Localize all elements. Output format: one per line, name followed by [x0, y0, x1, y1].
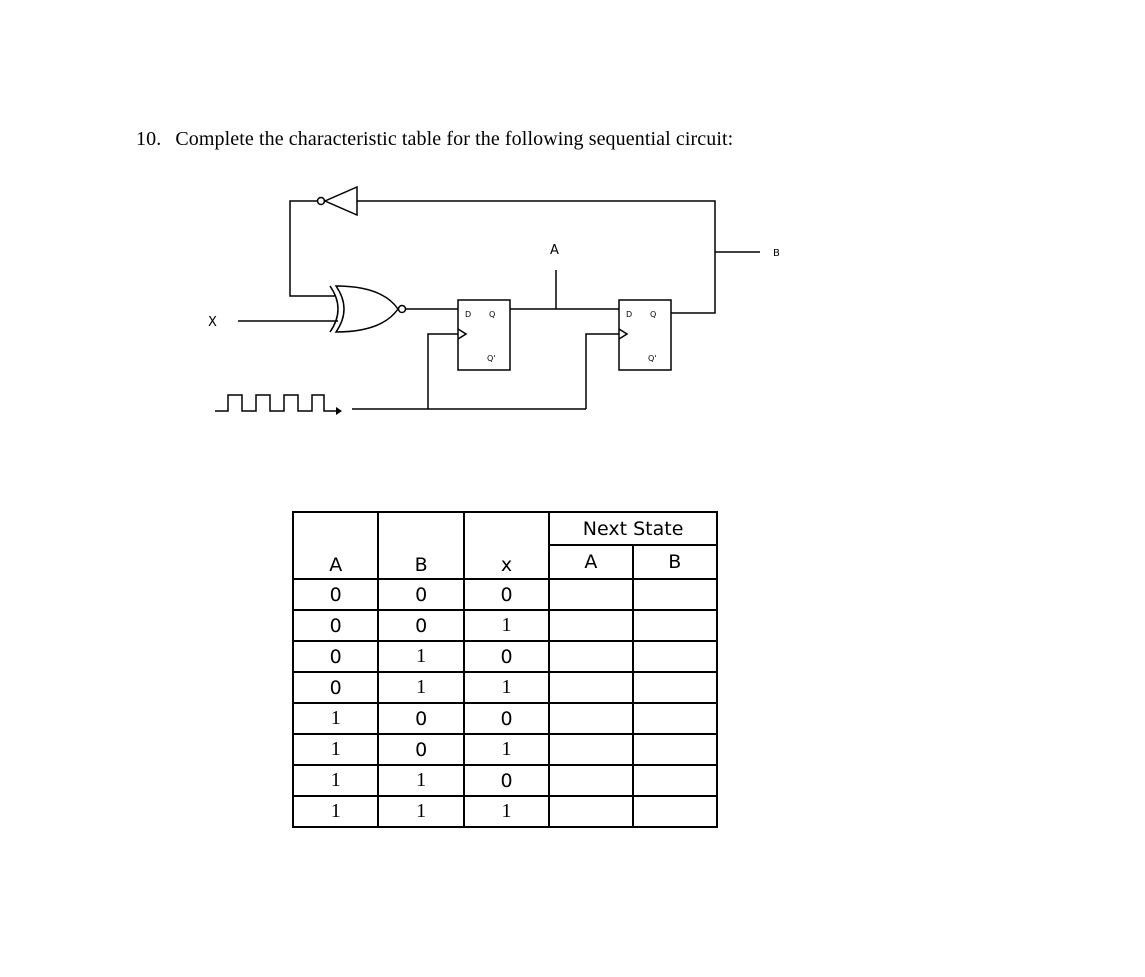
question-number: 10. — [136, 128, 162, 150]
ff1-clock-triangle — [458, 329, 466, 339]
table-row — [293, 796, 717, 827]
xnor-input-arc — [330, 286, 338, 332]
cell-next-b[interactable] — [633, 765, 717, 796]
cell-a: 1 — [293, 703, 378, 734]
cell-b: 1 — [378, 765, 463, 796]
header-spacer-b — [378, 512, 463, 545]
feedback-wire — [357, 201, 715, 252]
node-a-label: A — [550, 243, 559, 258]
ff2-q-label: Q — [650, 310, 657, 319]
inverter-gate — [325, 187, 357, 215]
clock-arrowhead — [336, 407, 342, 415]
cell-b: 0 — [378, 734, 463, 765]
table-row — [293, 610, 717, 641]
cell-next-a[interactable] — [549, 579, 632, 610]
cell-x: 0 — [464, 703, 549, 734]
cell-a: 1 — [293, 796, 378, 827]
question-text: Complete the characteristic table for the following sequential circuit: — [175, 128, 734, 150]
ff1-q-label: Q — [489, 310, 496, 319]
xnor-bubble — [399, 306, 406, 313]
cell-next-b[interactable] — [633, 610, 717, 641]
cell-next-a[interactable] — [549, 734, 632, 765]
column-header-next-a: A — [549, 545, 632, 579]
next-state-header: Next State — [549, 512, 717, 545]
cell-x: 1 — [464, 734, 549, 765]
table-row — [293, 641, 717, 672]
column-header-a: A — [293, 545, 378, 579]
cell-a: 0 — [293, 672, 378, 703]
column-header-x: x — [464, 545, 549, 579]
header-spacer-a — [293, 512, 378, 545]
cell-x: 1 — [464, 796, 549, 827]
cell-b: 1 — [378, 796, 463, 827]
characteristic-table — [292, 511, 718, 828]
cell-next-a[interactable] — [549, 703, 632, 734]
table-row — [293, 579, 717, 610]
cell-a: 1 — [293, 765, 378, 796]
x-input-label: X — [208, 315, 217, 330]
cell-x: 1 — [464, 610, 549, 641]
header-spacer-x — [464, 512, 549, 545]
table-row — [293, 765, 717, 796]
cell-next-a[interactable] — [549, 765, 632, 796]
cell-next-a[interactable] — [549, 641, 632, 672]
column-header-b: B — [378, 545, 463, 579]
cell-b: 0 — [378, 579, 463, 610]
ff2-q-wire — [671, 252, 715, 313]
cell-a: 0 — [293, 579, 378, 610]
ff2-d-label: D — [626, 310, 633, 319]
cell-next-b[interactable] — [633, 796, 717, 827]
clock-signal — [215, 395, 336, 411]
cell-b: 0 — [378, 610, 463, 641]
table-row — [293, 672, 717, 703]
cell-next-a[interactable] — [549, 672, 632, 703]
ff2-qbar-label: Q' — [648, 354, 657, 363]
cell-x: 0 — [464, 579, 549, 610]
output-b-label: B — [773, 248, 780, 259]
cell-b: 1 — [378, 672, 463, 703]
table-row — [293, 734, 717, 765]
cell-x: 1 — [464, 672, 549, 703]
cell-a: 1 — [293, 734, 378, 765]
inverter-to-xnor-wire — [290, 201, 336, 296]
xnor-gate — [336, 286, 398, 332]
cell-next-b[interactable] — [633, 641, 717, 672]
cell-a: 0 — [293, 610, 378, 641]
ff1-d-label: D — [465, 310, 472, 319]
cell-next-b[interactable] — [633, 579, 717, 610]
column-header-next-b: B — [633, 545, 717, 579]
cell-next-a[interactable] — [549, 610, 632, 641]
cell-next-a[interactable] — [549, 796, 632, 827]
ff2-clock-triangle — [619, 329, 627, 339]
ff1-clock-wire — [428, 334, 458, 409]
cell-x: 0 — [464, 765, 549, 796]
cell-next-b[interactable] — [633, 734, 717, 765]
cell-x: 0 — [464, 641, 549, 672]
ff1-qbar-label: Q' — [487, 354, 496, 363]
ff2-clock-wire — [586, 334, 619, 409]
cell-a: 0 — [293, 641, 378, 672]
cell-next-b[interactable] — [633, 672, 717, 703]
table-row — [293, 703, 717, 734]
cell-b: 0 — [378, 703, 463, 734]
cell-next-b[interactable] — [633, 703, 717, 734]
sequential-circuit-diagram — [0, 0, 1145, 470]
cell-b: 1 — [378, 641, 463, 672]
